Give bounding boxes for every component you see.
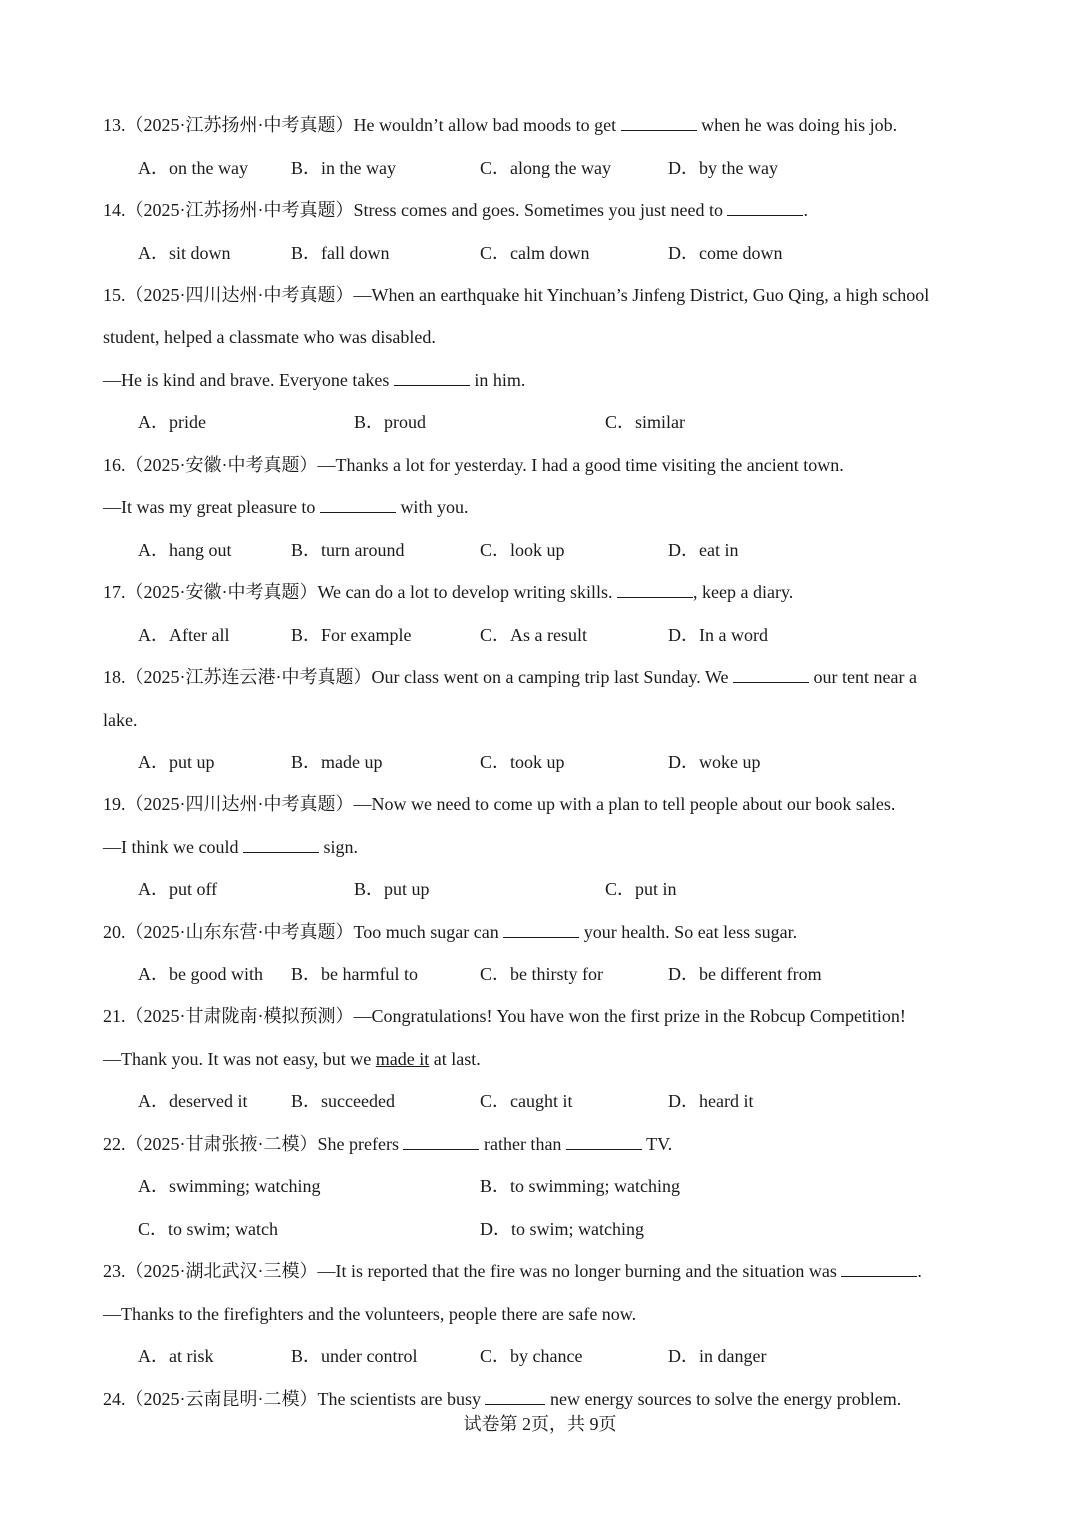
question-23: 23.（2025·湖北武汉·三模）—It is reported that the fire was no longer burning and the situation was . (103, 1261, 922, 1281)
question-source: （2025·甘肃陇南·模拟预测） (125, 1006, 354, 1026)
question-24: 24.（2025·云南昆明·二模）The scientists are busy new energy sources to solve the energy problem. (103, 1389, 902, 1409)
option-b: B．put up (354, 879, 430, 899)
question-number: 19. (103, 794, 126, 814)
question-number: 16. (103, 455, 126, 475)
answer-blank (841, 1260, 917, 1277)
question-21: 21.（2025·甘肃陇南·模拟预测）—Congratulations! You have won the first prize in the Robcup Competition! (103, 1006, 906, 1026)
question-16-line2: —It was my great pleasure to with you. (103, 497, 469, 517)
answer-blank (566, 1133, 642, 1150)
option-a: A．pride (138, 412, 206, 432)
option-c: C．by chance (480, 1346, 583, 1366)
question-15-line2: student, helped a classmate who was disabled. (103, 327, 436, 347)
question-17: 17.（2025·安徽·中考真题）We can do a lot to develop writing skills. , keep a diary. (103, 582, 794, 602)
option-b: B．made up (291, 752, 383, 772)
option-b: B．turn around (291, 540, 405, 560)
question-source: （2025·湖北武汉·三模） (125, 1261, 318, 1281)
option-a: A．be good with (138, 964, 263, 984)
answer-blank (503, 921, 579, 938)
question-20: 20.（2025·山东东营·中考真题）Too much sugar can your health. So eat less sugar. (103, 922, 798, 942)
option-a: A．sit down (138, 243, 231, 263)
question-21-line2: —Thank you. It was not easy, but we made it at last. (103, 1049, 481, 1069)
question-source: （2025·安徽·中考真题） (125, 455, 318, 475)
question-source: （2025·甘肃张掖·二模） (125, 1134, 318, 1154)
answer-blank (403, 1133, 479, 1150)
option-b: B．succeeded (291, 1091, 395, 1111)
answer-blank (621, 114, 697, 131)
question-19-line2: —I think we could sign. (103, 837, 358, 857)
answer-blank (394, 369, 470, 386)
option-d: D．heard it (668, 1091, 754, 1111)
question-15-line3: —He is kind and brave. Everyone takes in him. (103, 370, 526, 390)
question-number: 13. (103, 115, 126, 135)
option-d: D．by the way (668, 158, 778, 178)
option-d: D．In a word (668, 625, 768, 645)
question-18: 18.（2025·江苏连云港·中考真题）Our class went on a camping trip last Sunday. We our tent near a (103, 667, 917, 687)
question-14: 14.（2025·江苏扬州·中考真题）Stress comes and goes. Sometimes you just need to . (103, 200, 808, 220)
answer-blank (727, 199, 803, 216)
option-a: A．put off (138, 879, 218, 899)
option-c: C．similar (605, 412, 685, 432)
answer-blank (617, 581, 693, 598)
option-b: B．in the way (291, 158, 396, 178)
option-c: C．to swim; watch (138, 1219, 278, 1239)
question-number: 24. (103, 1389, 126, 1409)
option-d: D．to swim; watching (480, 1219, 644, 1239)
question-number: 20. (103, 922, 126, 942)
answer-blank (320, 496, 396, 513)
question-number: 23. (103, 1261, 126, 1281)
option-b: B．under control (291, 1346, 418, 1366)
option-a: A．on the way (138, 158, 248, 178)
option-c: C．As a result (480, 625, 587, 645)
option-c: C．along the way (480, 158, 611, 178)
question-23-line2: —Thanks to the firefighters and the volunteers, people there are safe now. (103, 1304, 637, 1324)
underlined-phrase: made it (375, 1049, 430, 1069)
option-b: B．be harmful to (291, 964, 418, 984)
question-15: 15.（2025·四川达州·中考真题）—When an earthquake hit Yinchuan’s Jinfeng District, Guo Qing, a high school (103, 285, 930, 305)
option-c: C．be thirsty for (480, 964, 603, 984)
question-number: 18. (103, 667, 126, 687)
question-number: 21. (103, 1006, 126, 1026)
option-b: B．to swimming; watching (480, 1176, 680, 1196)
question-13: 13.（2025·江苏扬州·中考真题）He wouldn’t allow bad moods to get when he was doing his job. (103, 115, 898, 135)
option-d: D．be different from (668, 964, 822, 984)
option-c: C．put in (605, 879, 677, 899)
option-d: D．eat in (668, 540, 739, 560)
question-source: （2025·山东东营·中考真题） (125, 922, 354, 942)
question-number: 22. (103, 1134, 126, 1154)
question-number: 15. (103, 285, 126, 305)
option-b: B．fall down (291, 243, 390, 263)
question-16: 16.（2025·安徽·中考真题）—Thanks a lot for yesterday. I had a good time visiting the ancient town. (103, 455, 844, 475)
answer-blank (485, 1388, 545, 1405)
option-d: D．in danger (668, 1346, 767, 1366)
question-source: （2025·云南昆明·二模） (125, 1389, 318, 1409)
question-22: 22.（2025·甘肃张掖·二模）She prefers rather than TV. (103, 1134, 673, 1154)
option-a: A．After all (138, 625, 230, 645)
option-c: C．look up (480, 540, 565, 560)
question-source: （2025·江苏连云港·中考真题） (125, 667, 372, 687)
question-source: （2025·安徽·中考真题） (125, 582, 318, 602)
answer-blank (733, 666, 809, 683)
question-source: （2025·江苏扬州·中考真题） (125, 200, 354, 220)
option-a: A．hang out (138, 540, 232, 560)
question-source: （2025·四川达州·中考真题） (125, 285, 354, 305)
option-a: A．at risk (138, 1346, 214, 1366)
question-19: 19.（2025·四川达州·中考真题）—Now we need to come up with a plan to tell people about our book sales. (103, 794, 896, 814)
question-number: 14. (103, 200, 126, 220)
page-footer: 试卷第 2页，共 9页 (463, 1414, 617, 1434)
option-b: B．proud (354, 412, 426, 432)
answer-blank (243, 836, 319, 853)
option-c: C．caught it (480, 1091, 573, 1111)
option-a: A．deserved it (138, 1091, 248, 1111)
option-c: C．took up (480, 752, 565, 772)
question-18-line2: lake. (103, 710, 138, 730)
option-d: D．come down (668, 243, 783, 263)
question-number: 17. (103, 582, 126, 602)
option-d: D．woke up (668, 752, 761, 772)
option-c: C．calm down (480, 243, 590, 263)
option-a: A．swimming; watching (138, 1176, 321, 1196)
option-b: B．For example (291, 625, 412, 645)
option-a: A．put up (138, 752, 215, 772)
question-source: （2025·四川达州·中考真题） (125, 794, 354, 814)
question-source: （2025·江苏扬州·中考真题） (125, 115, 354, 135)
